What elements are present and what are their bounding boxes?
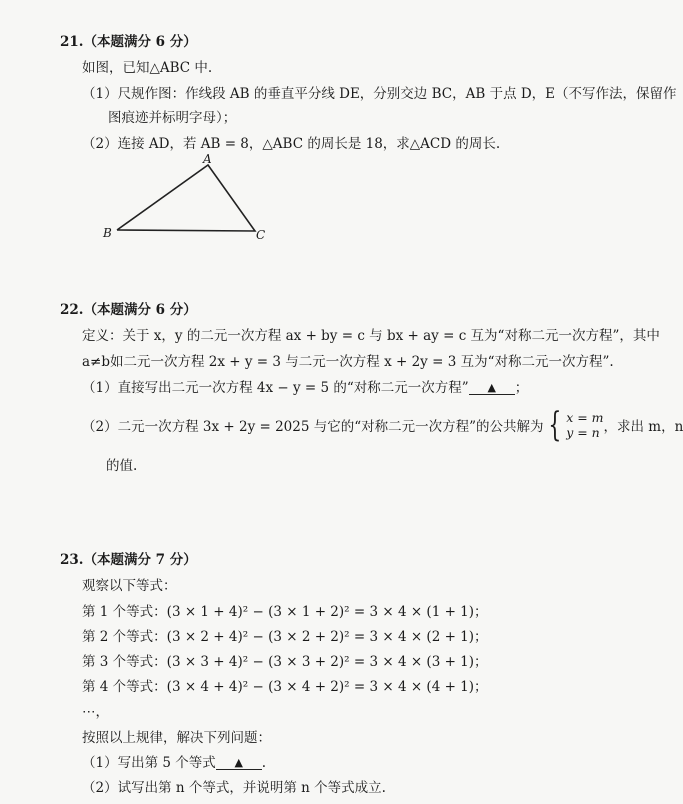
triangle-abc-figure — [95, 150, 275, 245]
answer-blank — [216, 755, 262, 770]
q23-part1-text: （1）写出第 5 个等式 — [82, 755, 216, 771]
q21-part2: （2）连接 AD，若 AB = 8，△ABC 的周长是 18，求△ACD 的周长. — [82, 136, 501, 152]
q23-intro: 观察以下等式： — [82, 578, 177, 594]
q22-part2 — [82, 405, 683, 445]
left-brace-icon: { — [547, 405, 561, 445]
q23-header: 23.（本题满分 7 分） — [60, 552, 197, 568]
equation-line-4: 第 4 个等式：(3 × 4 + 4)² − (3 × 4 + 2)² = 3 × 4 × (4 + 1)； — [82, 679, 488, 695]
equation-line-2: 第 2 个等式：(3 × 2 + 4)² − (3 × 2 + 2)² = 3 × 4 × (2 + 1)； — [82, 629, 488, 645]
q23-rule: 按照以上规律，解决下列问题： — [82, 730, 271, 746]
q21-header: 21.（本题满分 6 分） — [60, 34, 197, 50]
system-bottom: y = n — [566, 425, 600, 440]
system-top: x = m — [566, 410, 604, 425]
vertex-label-a: A — [203, 152, 212, 166]
q22-part2-end: ，求出 m，n — [603, 419, 683, 435]
q22-definition-line1: 定义：关于 x，y 的二元一次方程 ax + by = c 与 bx + ay = c 互为“对称二元一次方程”，其中 — [82, 328, 660, 344]
q23-part2: （2）试写出第 n 个等式，并说明第 n 个等式成立. — [82, 780, 386, 796]
q23-part1-end: . — [261, 755, 267, 771]
ellipsis: ⋯， — [82, 704, 109, 720]
q22-header: 22.（本题满分 6 分） — [60, 302, 197, 318]
vertex-label-b: B — [103, 226, 112, 240]
q23-part1 — [82, 751, 266, 771]
q22-part1-text: （1）直接写出二元一次方程 4x − y = 5 的“对称二元一次方程” — [82, 380, 469, 396]
q22-part1-end: ； — [514, 380, 529, 396]
triangle-mark-icon: ▲ — [234, 756, 243, 769]
q21-part1-line1: （1）尺规作图：作线段 AB 的垂直平分线 DE，分别交边 BC，AB 于点 D，E（不写作法，保留作 — [82, 86, 677, 102]
q22-part2-text: （2）二元一次方程 3x + 2y = 2025 与它的“对称二元一次方程”的公共解为 — [82, 419, 544, 435]
equation-line-1: 第 1 个等式：(3 × 1 + 4)² − (3 × 1 + 2)² = 3 × 4 × (1 + 1)； — [82, 604, 488, 620]
q22-definition-line2: a≠b如二元一次方程 2x + y = 3 与二元一次方程 x + 2y = 3 互为“对称二元一次方程”. — [82, 354, 614, 370]
vertex-label-c: C — [256, 228, 266, 242]
equation-system — [544, 405, 604, 445]
q22-part1 — [82, 376, 528, 396]
triangle-abc — [117, 165, 255, 231]
equation-line-3: 第 3 个等式：(3 × 3 + 4)² − (3 × 3 + 2)² = 3 × 4 × (3 + 1)； — [82, 654, 488, 670]
q22-part2-line2: 的值. — [106, 458, 138, 474]
triangle-mark-icon: ▲ — [487, 381, 496, 394]
answer-blank — [469, 380, 515, 395]
q21-part1-line2: 图痕迹并标明字母）； — [108, 110, 237, 126]
q21-intro: 如图，已知△ABC 中. — [82, 60, 213, 76]
